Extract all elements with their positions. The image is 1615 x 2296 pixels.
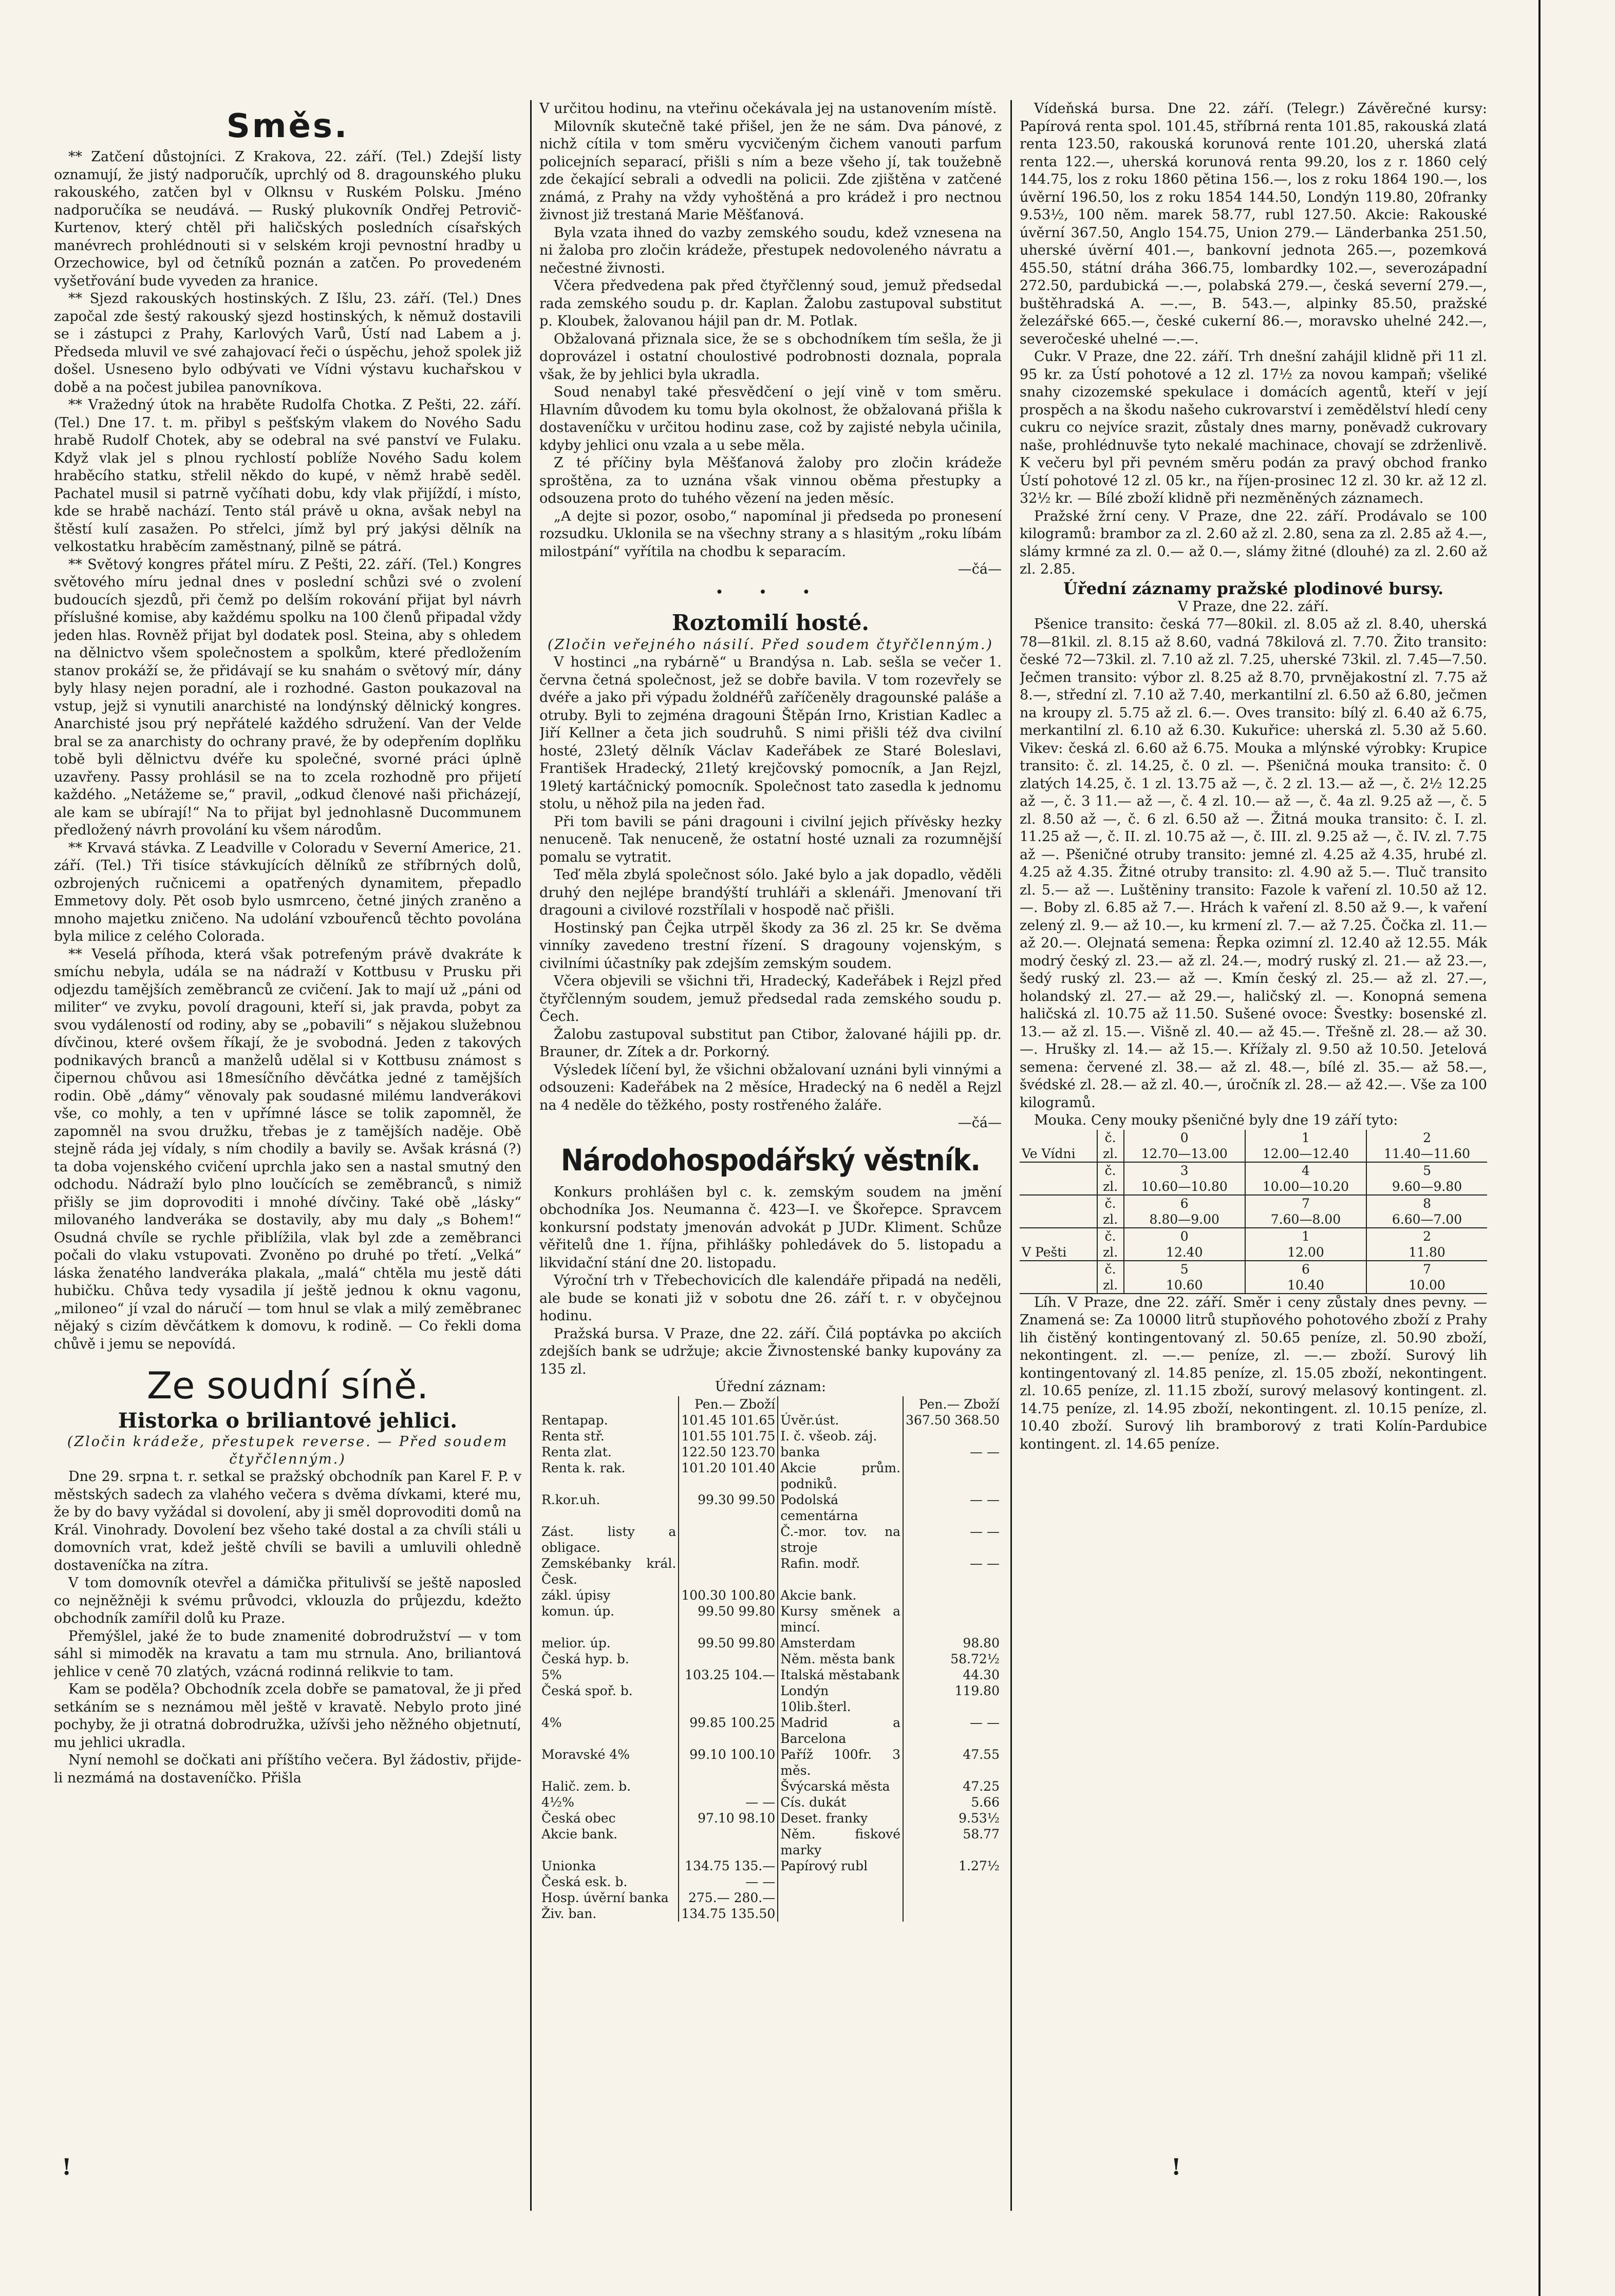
- table-cell: Česká spoř. b.: [541, 1683, 633, 1698]
- table-cell: Zást. listy a obligace.: [541, 1524, 677, 1555]
- table-row: [539, 1587, 1002, 1603]
- table-cell: 100.30 100.80: [679, 1587, 778, 1603]
- separator-dots: • • •: [715, 584, 826, 600]
- table-cell: [903, 1460, 1002, 1492]
- article-paragraph: Přemýšlel, jaké že to bude znamenité dobrodružství — v tom sáhl si mimoděk na kravatu a tam mu strnula. Ano, briliantová jehlice v ceně 70 zlatých, vzácná rodinná relikvie to tam.: [54, 1628, 521, 1680]
- article-paragraph: ** Sjezd rakouských hostinských. Z Išlu, 23. září. (Tel.) Dnes započal zde šestý rakouský sjezd hostinských, k němuž dostavili se i zástupci z Prahy, Karlových Varů, Ústí nad Labem a j. Předseda mluvil ve své zahajovací řeči o úspěchu, jehož spolek již došel. Usneseno bylo odbývati ve Vídni výstavu kuchařskou v době a na počest jubilea panovníkova.: [54, 291, 521, 395]
- article-paragraph: Včera objevili se všichni tři, Hradecký, Kadeřábek i Rejzl před čtyřčlenným soudem, jemuž předsedal rada zemského soudu p. Čech.: [539, 973, 1002, 1024]
- article-paragraph: Z té příčiny byla Měšťanová žaloby pro zločin krádeže sproštěna, za to uznána však vinnou oběma přestupky a odsouzena proto do tuhého vězení na jeden měsíc.: [539, 455, 1002, 506]
- table-row: [539, 1778, 1002, 1794]
- article-paragraph: Včera předvedena pak před čtyřčlenný soud, jemuž předsedal rada zemského soudu p. dr. Kaplan. Žalobu zastupoval substitut p. Kloubek, žalovanou hájil pan dr. M. Potlak.: [539, 278, 1002, 329]
- table-cell: Cís. dukát: [778, 1794, 903, 1810]
- dateline: V Praze, dne 22. září.: [1178, 598, 1329, 615]
- table-row: [539, 1747, 1002, 1778]
- article-paragraph: ** Vražedný útok na hraběte Rudolfa Chotka. Z Pešti, 22. září. (Tel.) Dne 17. t. m. přibyl s pešťským vlakem do Nového Sadu hrabě Rudolf Chotek, aby se odebral na své panství ve Fulaku. Když vlak jel s plnou rychlostí poblíže Nového Sadu kolem hraběcího statku, střelil někdo do kupé, v němž hrabě seděl. Pachatel musil si patrně vyčíhati dobu, kdy vlak přijíždí, i místo, kde se hrabě nachází. Tento stál právě u okna, avšak nebyl na štěstí kulí zasažen. Po střelci, jímž byl prý jakýsi dělník na velkostatku hraběcím zaměstnaný, pilně se pátrá.: [54, 397, 521, 555]
- table-cell: 10.40: [1245, 1277, 1366, 1294]
- article-paragraph: Vídeňská bursa. Dne 22. září. (Telegr.) Závěrečné kursy: Papírová renta spol. 101.45, stříbrná renta 101.85, rakouská zlatá renta 123.50, rakouská korunová rente 101.20, uherská zlatá renta 122.—, uherská korunová renta 99.20, los z r. 1860 celý 144.75, los z roku 1860 pětina 156.—, los z roku 1864 190.—, los úvěrní 196.50, los z roku 1854 144.50, Londýn 119.80, 20franky 9.53½, 100 něm. marek 58.77, rubl 127.50. Akcie: Rakouské úvěrní 367.50, Anglo 154.75, Union 279.— Länderbanka 251.50, uherské úvěrní 401.—, bankovní jednota 265.—, pozemková 455.50, státní dráha 366.75, lombardky 102.—, severozápadní 272.50, pardubická —.—, polabská 279.—, česká severní 279.—, buštěhradská A. —.—, B. 543.—, alpinky 85.50, pražské železářské 665.—, české cukerní 86.—, moravsko uhelné 242.—, severočeské uhelné —.—.: [1020, 101, 1487, 347]
- table-cell: 6.60—7.00: [1366, 1211, 1487, 1228]
- table-cell: Italská městabank: [778, 1667, 903, 1683]
- table-cell: Halič. zem. b.: [541, 1778, 631, 1794]
- article-paragraph: V určitou hodinu, na vteřinu očekávala jej na ustanovením místě.: [539, 101, 997, 117]
- table-row: [539, 1715, 1002, 1747]
- page-footer-mark: !: [62, 2154, 72, 2180]
- article-paragraph: Při tom bavili se páni dragouni i civilní jejich přívěsky hezky nenuceně. Tak nenuceně, že ostatní hosté uznali za rozumnější pomalu se vytratit.: [539, 813, 1002, 865]
- author-signature: —čá—: [957, 1115, 1002, 1131]
- table-cell: 12.40: [1124, 1244, 1245, 1261]
- page-footer-mark: !: [1171, 2154, 1181, 2180]
- column-rule: [530, 100, 532, 2211]
- table-cell: zákl. úpisy: [541, 1587, 611, 1603]
- column-3: [1020, 100, 1487, 2211]
- table-cell: Něm. fiskové marky: [778, 1826, 903, 1858]
- table-cell: [778, 1874, 903, 1890]
- table-cell: komun. úp.: [541, 1603, 615, 1619]
- table-cell: — —: [903, 1555, 1002, 1587]
- table-cell: 10.60—10.80: [1124, 1179, 1245, 1195]
- table-cell: zl.: [1097, 1146, 1124, 1162]
- table-row-label: [1020, 1261, 1097, 1277]
- table-cell: 6: [1245, 1261, 1366, 1277]
- table-cell: Česká hyp. b.: [541, 1651, 629, 1666]
- table-row: [539, 1890, 1002, 1906]
- table-cell: [903, 1890, 1002, 1906]
- article-paragraph: Kam se poděla? Obchodník zcela dobře se pamatoval, že ji před setkáním se s neznámou měl ještě v kravatě. Nebylo proto jiné pochyby, že ji otratná dobrodružka, užívši jeho něžného objetnutí, mu jehlici ukradla.: [54, 1681, 521, 1751]
- table-cell: 1.27½: [903, 1858, 1002, 1874]
- article-paragraph: Konkurs prohlášen byl c. k. zemským soudem na jmění obchodníka Jos. Neumanna č. 423—I. ve Škořepce. Spravcem konkursní podstaty jmenován advokát p JUDr. Kliment. Schůze věřitelů dne 1. října, přihlášky pohledávek do 5. listopadu a likvidační stání dne 20. listopadu.: [539, 1184, 1002, 1271]
- article-paragraph: ** Světový kongres přátel míru. Z Pešti, 22. září. (Tel.) Kongres světového míru jednal dnes v poslední schůzi své o zvolení budoucích sjezdů, při čemž po delším rokování přijat byl návrh příslušné komise, aby každému spolku na 100 členů připadal vždy jeden hlas. Rovněž přijat byl dodatek posl. Steina, aby s ohledem na dělnictvo všem společnostem a spolkům, které předložením stanov prokáží se, že přidávají se ku snahám o světový mír, dány byly hlasy nejen poradní, ale i rozhodné. Gaston poukazoval na vstup, jejž si vynutili anarchisté na londýnský dělnický kongres. Anarchisté jsou prý nepřátelé každého sdružení. Van der Velde bral se za anarchisty do ochrany pravé, že by odepřením doplňku tobě byli dělnictvu dvéře ku společné, svorné práci úplně uzavřeny. Passy prohlásil se na to zcela rozhodně pro přijetí každého. „Netážeme se,“ pravil, „odkud členové naši přicházejí, ale kam se ubírají!“ Na to přijat byl jednohlasně Ducommunem předložený návrh provolání ku všem národům.: [54, 556, 521, 838]
- table-cell: 10.00—10.20: [1245, 1179, 1366, 1195]
- table-cell: 47.25: [903, 1778, 1002, 1794]
- table-cell: 6: [1124, 1195, 1245, 1211]
- table-row: [1020, 1261, 1487, 1277]
- table-cell: Rentapap.: [541, 1412, 608, 1428]
- table-cell: 4: [1245, 1162, 1366, 1179]
- table-cell: Živ. ban.: [541, 1906, 597, 1921]
- table-cell: Papírový rubl: [778, 1858, 903, 1874]
- table-cell: 7: [1366, 1261, 1487, 1277]
- table-cell: — —: [903, 1524, 1002, 1555]
- article-paragraph: Obžalovaná přiznala sice, že se s obchodníkem tím sešla, že ji doprovázel i ostatní choulostivé podrobnosti doznala, poprala však, že by jehlici byla ukradla.: [539, 331, 1002, 383]
- table-cell: 134.75 135.50: [679, 1906, 778, 1922]
- table-cell: 99.30 99.50: [679, 1492, 778, 1524]
- table-cell: 10.00: [1366, 1277, 1487, 1294]
- table-row-label: [1020, 1211, 1097, 1228]
- article-title: Roztomilí hosté.: [671, 610, 870, 635]
- table-row: [1020, 1228, 1487, 1244]
- table-cell: [903, 1428, 1002, 1444]
- article-paragraph: Hostinský pan Čejka utrpěl škody za 36 zl. 25 kr. Se dvěma vinníky zavedeno trestní řízení. S dragouny vojenským, s civilními účastníky pak zdejším zemským soudem.: [539, 920, 1002, 972]
- table-cell: Úvěr.úst.: [778, 1412, 903, 1428]
- table-cell: 44.30: [903, 1667, 1002, 1683]
- table-cell: zl.: [1097, 1244, 1124, 1261]
- article-paragraph: Mouka. Ceny mouky pšeničné byly dne 19 září tyto:: [1034, 1112, 1398, 1128]
- article-paragraph: Líh. V Praze, dne 22. září. Směr i ceny zůstaly dnes pevny. — Znamená se: Za 10000 litrů stupňového pohotového zboží z Prahy lih čistěný kontingentovaný zl. 50.65 peníze, zl. 50.90 zboží, nekontingent. zl. —.— peníze, zl. —.— zboží. Surový lih kontingentovaný zl. 14.85 peníze, zl. 15.05 zboží, nekontingent. zl. 10.65 peníze, zl. 11.15 zboží, surový melasový kontingent. zl. 14.75 peníze, zl. 14.95 zboží, nekontingent. zl. 10.15 peníze, zl. 10.40 zboží. Surový lih bramborový z trati Kolín-Pardubice kontingent. zl. 14.65 peníze.: [1020, 1294, 1487, 1452]
- table-cell: zl.: [1097, 1179, 1124, 1195]
- table-cell: Něm. města bank: [778, 1651, 903, 1667]
- table-cell: [679, 1683, 778, 1715]
- table-row: [539, 1492, 1002, 1524]
- article-paragraph: Teď měla zbylá společnost sólo. Jaké bylo a jak dopadlo, věděli druhý den nejlépe brandýští truhláři a sklenáři. Jmenovaní tři dragouni a civilové rozstřílali v hospodě nač přišli.: [539, 867, 1002, 918]
- table-cell: 11.80: [1366, 1244, 1487, 1261]
- table-row: [1020, 1195, 1487, 1211]
- table-cell: Unionka: [541, 1858, 596, 1873]
- table-cell: 134.75 135.—: [679, 1858, 778, 1874]
- table-cell: banka: [778, 1444, 903, 1460]
- column-1: [54, 100, 521, 2211]
- table-row: [539, 1810, 1002, 1826]
- table-header-cell: [778, 1396, 903, 1412]
- table-header-cell: [539, 1396, 679, 1412]
- table-cell: 10.60: [1124, 1277, 1245, 1294]
- table-row: [539, 1826, 1002, 1858]
- table-cell: 12.00: [1245, 1244, 1366, 1261]
- table-cell: Česká esk. b.: [541, 1874, 628, 1889]
- table-row-label: [1020, 1228, 1097, 1244]
- table-cell: 122.50 123.70: [679, 1444, 778, 1460]
- article-kicker: (Zločin krádeže, přestupek reverse. — Před soudem čtyřčlenným.): [67, 1434, 509, 1467]
- table-row: [539, 1428, 1002, 1444]
- table-row-label: [1020, 1130, 1097, 1146]
- article-title: Historka o briliantové jehlici.: [118, 1409, 458, 1433]
- table-cell: Akcie bank.: [778, 1587, 903, 1603]
- article-paragraph: Soud nenabyl také přesvědčení o její vině v tom směru. Hlavním důvodem ku tomu byla okolnost, že obžalovaná přišla k dostaveníčku v určitou hodinu zase, což by zajisté nebyla učinila, kdyby jehlici onu vzala a u sebe měla.: [539, 384, 1002, 453]
- table-cell: [679, 1651, 778, 1667]
- table-cell: 0: [1124, 1130, 1245, 1146]
- table-cell: č.: [1097, 1195, 1124, 1211]
- table-cell: 119.80: [903, 1683, 1002, 1715]
- article-paragraph: V tom domovník otevřel a dámička přitulivší se ještě naposled co nejněžněji k svému průvodci, vklouzla do průjezdu, kdežto obchodník zamířil dolů ku Praze.: [54, 1575, 521, 1626]
- table-cell: Č.-mor. tov. na stroje: [778, 1524, 903, 1555]
- article-paragraph: Pražské žrní ceny. V Praze, dne 22. září. Prodávalo se 100 kilogramů: brambor za zl. 2.60 až zl. 2.80, sena za zl. 2.85 až 4.—, slámy krmné za zl. 0.— až 0.—, slámy žitné (dlouhé) za zl. 2.60 až zl. 2.85.: [1020, 508, 1487, 577]
- article-paragraph: Milovník skutečně také přišel, jen že ne sám. Dva pánové, z nichž cítila v tom směru vycvičeným čichem vanouti parfum policejních separací, přišli s ním a beze všeho jí, tak toužebně zde čekající sebrali a odvedli na policii. Zde zjištěna v zatčené známá, z Prahy na vždy vyhoštěná a pro krádež i pro nectnou živnost již trestaná Marie Měšťanová.: [539, 118, 1002, 223]
- section-title-soud: Ze soudní síně.: [146, 1364, 429, 1407]
- column-2: [539, 100, 1002, 2211]
- table-cell: 98.80: [903, 1635, 1002, 1651]
- table-cell: Zemskébanky král. Česk.: [541, 1555, 677, 1587]
- table-cell: Švýcarská města: [778, 1778, 903, 1794]
- table-cell: 47.55: [903, 1747, 1002, 1778]
- table-row: [539, 1460, 1002, 1492]
- table-cell: 0: [1124, 1228, 1245, 1244]
- table-row: [539, 1603, 1002, 1635]
- table-cell: 9.60—9.80: [1366, 1179, 1487, 1195]
- table-cell: zl.: [1097, 1277, 1124, 1294]
- table-cell: 1: [1245, 1130, 1366, 1146]
- table-cell: 101.20 101.40: [679, 1460, 778, 1492]
- table-cell: — —: [679, 1874, 778, 1890]
- article-kicker: (Zločin veřejného násilí. Před soudem čtyřčlenným.): [548, 637, 993, 653]
- section-title-smes: Směs.: [226, 107, 349, 145]
- table-cell: [903, 1603, 1002, 1635]
- table-header-cell: Pen.— Zboží: [903, 1396, 1002, 1412]
- table-cell: Kursy směnek a mincí.: [778, 1603, 903, 1635]
- table-cell: 7: [1245, 1195, 1366, 1211]
- table-cell: 5%: [541, 1667, 562, 1682]
- table-cell: 12.70—13.00: [1124, 1146, 1245, 1162]
- table-cell: Moravské 4%: [541, 1747, 630, 1762]
- article-paragraph: Dne 29. srpna t. r. setkal se pražský obchodník pan Karel F. P. v městských sadech za vlahého večera s dvěma dívkami, které mu, že by do bavy vyžádal si dovolení, aby ji směl doprovoditi domů na Král. Vinohrady. Dovolení bez všeho také dostal a za chvíli stáli u domovních vrat, kdež ještě chvíli se bavili a umluvili ohledně dostaveníčka na zítra.: [54, 1469, 521, 1573]
- table-cell: — —: [903, 1715, 1002, 1747]
- table-row: [539, 1524, 1002, 1555]
- page-right-border: [1538, 0, 1541, 2296]
- table-cell: 2: [1366, 1228, 1487, 1244]
- table-row: [539, 1874, 1002, 1890]
- section-title-narod: Národohospodářský věstník.: [560, 1142, 981, 1178]
- table-cell: [679, 1826, 778, 1858]
- table-cell: I. č. všeob. záj.: [778, 1428, 903, 1444]
- table-cell: zl.: [1097, 1211, 1124, 1228]
- table-row: [1020, 1146, 1487, 1162]
- table-cell: Renta stř.: [541, 1428, 605, 1444]
- article-paragraph: „A dejte si pozor, osobo,“ napomínal ji předseda po pronesení rozsudku. Uklonila se na všechny strany a s hlasitým „roku líbám milostpání“ vyřítila na chodbu k separacím.: [539, 508, 1002, 560]
- table-row-label: V Pešti: [1020, 1244, 1097, 1261]
- column-rule: [1010, 100, 1012, 2211]
- article-paragraph: Pražská bursa. V Praze, dne 22. září. Čilá poptávka po akciích zdejších bank se udržuje; akcie Živnostenské banky kupovány za 135 zl.: [539, 1325, 1002, 1377]
- table-cell: Amsterdam: [778, 1635, 903, 1651]
- table-cell: [903, 1906, 1002, 1922]
- table-cell: — —: [903, 1492, 1002, 1524]
- table-row: [539, 1635, 1002, 1651]
- table-cell: melior. úp.: [541, 1635, 611, 1650]
- table-cell: 8: [1366, 1195, 1487, 1211]
- article-paragraph: ** Krvavá stávka. Z Leadville v Coloradu v Severní Americe, 21. září. (Tel.) Tři tisíce stávkujících dělníků ze stříbrných dolů, ozbrojených ručnicemi a opatřených dynamitem, přepadlo Emmetovy doly. Pět osob bylo usmrceno, četné jiných zraněno a mnoho majetku zničeno. Na udolání vzbouřenců těchto povolána byla milice z celého Colorada.: [54, 840, 521, 944]
- table-cell: R.kor.uh.: [541, 1492, 600, 1507]
- table-row-label: [1020, 1179, 1097, 1195]
- table-cell: 99.50 99.80: [679, 1635, 778, 1651]
- table-row: [1020, 1179, 1487, 1195]
- table-cell: [903, 1874, 1002, 1890]
- table-row: [539, 1555, 1002, 1587]
- table-row: [1020, 1244, 1487, 1261]
- table-cell: 58.72½: [903, 1651, 1002, 1667]
- article-paragraph: ** Veselá příhoda, která však potrefeným právě dvakráte k smíchu nebyla, udála se na nádraží v Kottbusu v Prusku při odjezdu tamějších zeměbranců ze cvičení. Jak to mají už „páni od militer“ ve zvyku, povolí dragouni, kteří si, jak pravda, pobyt za svou vydáleností od rodiny, aby se „pobavili“ s nějakou služebnou dívčinou, které ovšem říkají, že je svobodná. Jeden z takových podnikavých branců a manželů udělal si v Kottbusu známost s čipernou chůvou asi 18mesíčního děvčátka jedné z tamějších rodin. Obě „dámy“ věnovaly pak soudasné milému landverákovi vše, co mohly, a ten v upřímné lásce se tolik zapomněl, že zapomněl na svou družku, třebas je z tamějších naděje. Obě stejně ráda jej vídaly, s ním chodily a bavily se. Avšak krásná (?) ta doba vojenského cvičení uprchla jako sen a nastal smutný den odchodu. Nádraží bylo plno loučících se zeměbranců, s nimiž přišly se jim doprovoditi i mnohé dívčiny. Také obě „lásky“ milovaného landveráka se dostavily, aby mu daly „s Bohem!“ Osudná chvíle se rychle přiblížila, vlak byl zde a zeměbranci počali do vlaku vstupovati. Zvoněno po druhé po třetí. „Velká“ láska ženatého landveráka plakala, „malá“ chtěla mu jestě dáti hubičku. Chůva tedy vysadila jí ještě jednou k oknu vagonu, „miloneo“ jí vzal do náručí — tom hnul se vlak a milý zeměbranec nějaký s cizím děvčátkem k domovu, k rodině. — Co řekli doma chůvě i jemu se nepovídá.: [54, 946, 521, 1352]
- table-cell: [679, 1555, 778, 1587]
- table-cell: Madrid a Barcelona: [778, 1715, 903, 1747]
- flour-prices-table: [1020, 1130, 1487, 1294]
- table-cell: 3: [1124, 1162, 1245, 1179]
- table-cell: 101.55 101.75: [679, 1428, 778, 1444]
- table-row-label: Ve Vídni: [1020, 1146, 1097, 1162]
- table-row-label: [1020, 1277, 1097, 1294]
- article-paragraph: Nyní nemohl se dočkati ani příštího večera. Byl žádostiv, přijde-li nezmámá na dostaveníčko. Přišla: [54, 1752, 521, 1786]
- table-cell: Hosp. úvěrní banka: [541, 1890, 669, 1905]
- article-title: Úřední záznamy pražské plodinové bursy.: [1063, 578, 1444, 598]
- table-row-label: [1020, 1195, 1097, 1211]
- table-cell: č.: [1097, 1261, 1124, 1277]
- table-cell: [679, 1524, 778, 1555]
- table-cell: č.: [1097, 1162, 1124, 1179]
- table-cell: 275.— 280.—: [679, 1890, 778, 1906]
- table-cell: 103.25 104.—: [679, 1667, 778, 1683]
- table-cell: 101.45 101.65: [679, 1412, 778, 1428]
- table-row: [539, 1858, 1002, 1874]
- table-row: [1020, 1211, 1487, 1228]
- article-paragraph: Žalobu zastupoval substitut pan Ctibor, žalované hájili pp. dr. Brauner, dr. Zítek a dr. Porkorný.: [539, 1026, 1002, 1060]
- table-cell: č.: [1097, 1228, 1124, 1244]
- table-cell: 4%: [541, 1715, 562, 1730]
- table-caption: Úřední záznam:: [715, 1379, 827, 1395]
- table-cell: [903, 1587, 1002, 1603]
- table-row: [539, 1667, 1002, 1683]
- table-cell: č.: [1097, 1130, 1124, 1146]
- table-row: [1020, 1130, 1487, 1146]
- table-header-cell: Pen.— Zboží: [679, 1396, 778, 1412]
- table-cell: 99.50 99.80: [679, 1603, 778, 1635]
- table-cell: Renta zlat.: [541, 1444, 612, 1459]
- table-cell: 12.00—12.40: [1245, 1146, 1366, 1162]
- table-row: [539, 1651, 1002, 1667]
- table-cell: 9.53½: [903, 1810, 1002, 1826]
- table-cell: Akcie bank.: [541, 1826, 618, 1842]
- table-cell: 367.50 368.50: [903, 1412, 1002, 1428]
- table-row: [1020, 1277, 1487, 1294]
- table-row: [539, 1412, 1002, 1428]
- table-cell: 5: [1124, 1261, 1245, 1277]
- table-cell: 5: [1366, 1162, 1487, 1179]
- table-cell: 11.40—11.60: [1366, 1146, 1487, 1162]
- table-row-label: [1020, 1162, 1097, 1179]
- table-cell: 8.80—9.00: [1124, 1211, 1245, 1228]
- table-cell: Rafin. modř.: [778, 1555, 903, 1587]
- table-cell: — —: [903, 1444, 1002, 1460]
- newspaper-page: [54, 100, 1487, 2211]
- table-cell: Akcie prům. podniků.: [778, 1460, 903, 1492]
- article-paragraph: V hostinci „na rybárně“ u Brandýsa n. Lab. sešla se večer 1. června četná společnost, jež se dobře bavila. V tom rozevřely se dvéře a jako při výpadu žoldnéřů zaříčeněly dragounské paláše a otruby. Byli to zejména dragouni Štěpán Irno, Kristian Kadlec a Jiří Kellner a četa jich soudruhů. S nimi přišli též dva civilní hosté, 23letý dělník Václav Kadeřábek ze Staré Boleslavi, František Hradecký, 21letý krejčovský pomocník, a Jan Rejzl, 19letý kartáčnický pomocník. Společnost tato zasedla k jednomu stolu, u něhož pila na jeden řad.: [539, 654, 1002, 812]
- article-paragraph: ** Zatčení důstojníci. Z Krakova, 22. září. (Tel.) Zdejší listy oznamují, že jistý nadporučík, uprchlý od 8. dragounského pluku rakouského, zatčen byl v Olknsu v Ruském Polsku. Jméno nadporučíka se neudává. — Ruský plukovník Ondřej Petrovič-Kurtenov, který chtěl při haličských posledních císařských manévrech prohlédnouti si v selském kroji pevnostní hradby u Orzechowice, byl od četníků poznán a zatčen. Po provedeném vyšetřování bude vyveden za hranice.: [54, 149, 521, 289]
- table-row: [539, 1444, 1002, 1460]
- table-cell: Renta k. rak.: [541, 1460, 626, 1475]
- table-cell: 99.10 100.10: [679, 1747, 778, 1778]
- table-cell: Paříž 100fr. 3 měs.: [778, 1747, 903, 1778]
- table-header-row: [539, 1396, 1002, 1412]
- table-cell: Česká obec: [541, 1810, 616, 1826]
- article-paragraph: Výroční trh v Třebechovicích dle kalendáře připadá na neděli, ale bude se konati již v sobotu dne 26. září t. r. v obyčejnou hodinu.: [539, 1273, 1002, 1324]
- table-cell: [778, 1890, 903, 1906]
- article-paragraph: Pšenice transito: česká 77—80kil. zl. 8.05 až zl. 8.40, uherská 78—81kil. zl. 8.15 až 8.60, vadná 78kilová zl. 7.70. Žito transito: české 72—73kil. zl. 7.10 až zl. 7.25, uherské 73kil. zl. 7.45—7.50. Ječmen transito: výbor zl. 8.25 až 8.70, prvnějakostní zl. 7.75 až 8.—, střední zl. 7.10 až 7.40, merkantilní zl. 6.50 až 6.80, ječmen na kroupy zl. 5.75 až zl. 6.—. Oves transito: bílý zl. 6.40 až 6.75, merkantilní zl. 6.10 až 6.30. Kukuřice: uherská zl. 5.30 až 5.60. Vikev: česká zl. 6.60 až 6.75. Mouka a mlýnské výrobky: Krupice transito: č. zl. 14.25, č. 0 zl. —. Pšeničná mouka transito: č. 0 zlatých 14.25, č. 1 zl. 13.75 až —, č. 2 zl. 13.— až —, č. 2½ 12.25 až —, č. 3 11.— až —, č. 4 zl. 10.— až —, č. 4a zl. 9.25 až —, č. 5 zl. 8.50 až —, č. 6 zl. 6.50 až —. Žitná mouka transito: č. I. zl. 11.25 až —, č. II. zl. 10.75 až —, č. III. zl. 9.25 až —, č. IV. zl. 7.75 až —. Pšeničné otruby transito: jemné zl. 4.25 až 4.35, hrubé zl. 4.25 až 4.35. Žitné otruby transito: zl. 4.90 až 5.—. Tluč transito zl. 5.— až —. Luštěniny transito: Fazole k vaření zl. 10.50 až 12.—. Boby zl. 6.85 až 7.—. Hrách k vaření zl. 8.50 až 9.—, k vaření zelený zl. 9.— až 10.—, ku krmení zl. 7.— až 7.25. Čočka zl. 11.— až 20.—. Olejnatá semena: Řepka ozimní zl. 12.40 až 12.55. Mák modrý český zl. 23.— až zl. 24.—, modrý ruský zl. 21.— až 23.—, šedý ruský zl. 23.— až —. Kmín český zl. 25.— až zl. 27.—, holandský zl. 27.— až 29.—, haličský zl. —. Konopná semena haličská zl. 10.75 až 11.50. Sušené ovoce: Švestky: bosenské zl. 13.— až zl. 15.—. Višně zl. 40.— až 45.—. Třešně zl. 28.— až 30.—. Hrušky zl. 14.— až 15.—. Křížaly zl. 9.50 až 10.50. Jetelová semena: červené zl. 38.— až zl. 48.—, bílé zl. 35.— až 58.—, švédské zl. 28.— až zl. 40.—, úročník zl. 28.— až 42.—. Vše za 100 kilogramů.: [1020, 616, 1487, 1111]
- author-signature: —čá—: [957, 561, 1002, 577]
- bursa-rates-table: [539, 1396, 1002, 1922]
- table-row: [539, 1906, 1002, 1922]
- table-cell: Deset. franky: [778, 1810, 903, 1826]
- table-cell: Londýn 10lib.šterl.: [778, 1683, 903, 1715]
- table-cell: Podolská cementárna: [778, 1492, 903, 1524]
- table-cell: 7.60—8.00: [1245, 1211, 1366, 1228]
- table-row: [1020, 1162, 1487, 1179]
- article-paragraph: Byla vzata ihned do vazby zemského soudu, kdež vznesena na ni žaloba pro zločin krádeže, přestupek nedovoleného návratu a nečestné živnosti.: [539, 224, 1002, 276]
- table-row: [539, 1794, 1002, 1810]
- table-row: [539, 1683, 1002, 1715]
- table-cell: 99.85 100.25: [679, 1715, 778, 1747]
- table-cell: 5.66: [903, 1794, 1002, 1810]
- table-cell: 58.77: [903, 1826, 1002, 1858]
- article-paragraph: Výsledek líčení byl, že všichni obžalovaní uznáni byli vinnými a odsouzeni: Kadeřábek na 2 měsíce, Hradecký na 6 neděl a Rejzl na 4 neděle do těžkého, posty rostřeného žaláře.: [539, 1061, 1002, 1113]
- table-cell: — —: [679, 1794, 778, 1810]
- table-cell: 1: [1245, 1228, 1366, 1244]
- table-cell: [778, 1906, 903, 1922]
- table-cell: 97.10 98.10: [679, 1810, 778, 1826]
- table-cell: [679, 1778, 778, 1794]
- table-cell: 4½%: [541, 1794, 574, 1810]
- table-cell: 2: [1366, 1130, 1487, 1146]
- article-paragraph: Cukr. V Praze, dne 22. září. Trh dnešní zahájil klidně při 11 zl. 95 kr. za Ústí pohotové a 12 zl. 17½ za novou kampaň; všeliké snahy cizozemské spekulace i domácích agentů, kteří v její prospěch a na škodu našeho cukrovarství i zemědělství hledí ceny cukru co nejvíce srazit, zůstaly dnes marny, poněvadž cukrovary naše, prohlédnuvše tyto nekalé machinace, chovají se zdrženlivě. K večeru byl při pevném směru podán za pravý obchod franko Ústí pohotové 12 zl. 05 kr., na říjen-prosinec 12 zl. 30 kr. až 12 zl. 32½ kr. — Bílé zboží klidně při nezměněných záznamech.: [1020, 349, 1487, 506]
